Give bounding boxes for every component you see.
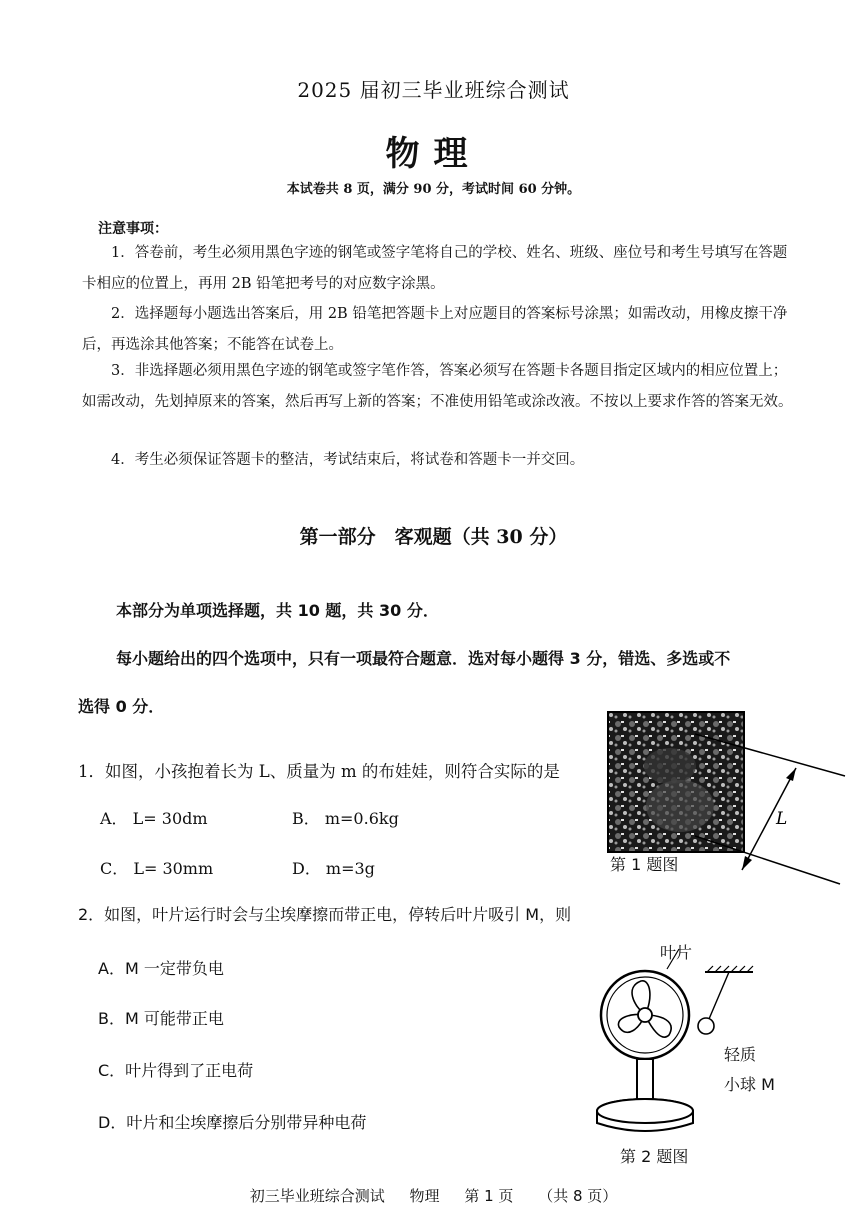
figure-1-caption: 第 1 题图 — [610, 855, 679, 874]
part-intro-line-1: 本部分为单项选择题，共 10 题，共 30 分． — [116, 601, 439, 620]
page-footer — [0, 1185, 867, 1206]
question-1-stem: 1．如图，小孩抱着长为 L、质量为 m 的布娃娃，则符合实际的是 — [78, 762, 560, 781]
footer-page-number: 第 1 页 — [464, 1187, 514, 1205]
footer-total-pages: （共 8 页） — [538, 1187, 618, 1205]
notice-item-4: 4．考生必须保证答题卡的整洁，考试结束后，将试卷和答题卡一并交回。 — [111, 452, 585, 468]
notice-item-3: 3．非选择题必须用黑色字迹的钢笔或签字笔作答，答案必须写在答题卡各题目指定区域内的相应位置上；如需改动，先划掉原来的答案，然后再写上新的答案；不准使用铅笔或涂改液。不按以上要求作答的答案无效。 — [82, 363, 793, 410]
question-2-stem: 2．如图，叶片运行时会与尘埃摩擦而带正电，停转后叶片吸引 M，则 — [78, 905, 572, 924]
exam-meta: 本试卷共 8 页，满分 90 分，考试时间 60 分钟。 — [286, 182, 581, 197]
subject-title: 物理 — [385, 134, 482, 174]
notice-item-1: 1．答卷前，考生必须用黑色字迹的钢笔或签字笔将自己的学校、姓名、班级、座位号和考生号填写在答题卡相应的位置上，再用 2B 铅笔把考号的对应数字涂黑。 — [82, 245, 788, 292]
figure-1-length-label: L — [776, 809, 788, 829]
figure-2-blade-label: 叶片 — [660, 943, 693, 962]
q1-option-d: D． m=3g — [292, 859, 375, 878]
dimension-line-bottom — [695, 836, 840, 884]
q2-option-d: D．叶片和尘埃摩擦后分别带异种电荷 — [98, 1113, 367, 1132]
part-intro-line-2: 每小题给出的四个选项中，只有一项最符合题意．选对每小题得 3 分，错选、多选或不 — [116, 649, 731, 668]
dimension-arrow-line — [742, 768, 796, 870]
q1-option-c: C． L= 30mm — [100, 859, 214, 878]
q1-option-b: B． m=0.6kg — [292, 809, 399, 828]
part-intro-line-3: 选得 0 分． — [78, 697, 165, 716]
figure-2-ball-label-line-1: 轻质 — [724, 1045, 757, 1064]
fan-hub — [638, 1008, 652, 1022]
figure-2-fan-diagram — [585, 935, 815, 1135]
notice-item-2: 2．选择题每小题选出答案后，用 2B 铅笔把答题卡上对应题目的答案标号涂黑；如需改动，用橡皮擦干净后，再选涂其他答案；不能答在试卷上。 — [82, 306, 788, 353]
footer-test-name: 初三毕业班综合测试 — [249, 1187, 385, 1205]
part-one-title: 第一部分 客观题（共 30 分） — [299, 526, 568, 548]
figure-2-caption: 第 2 题图 — [620, 1147, 689, 1166]
light-ball-m — [698, 1018, 714, 1034]
q2-option-c: C．叶片得到了正电荷 — [98, 1061, 254, 1080]
pendulum-thread — [709, 972, 729, 1019]
notice-heading: 注意事项： — [98, 221, 168, 237]
q2-option-a: A．M 一定带负电 — [98, 959, 224, 978]
q2-option-b: B．M 可能带正电 — [98, 1009, 224, 1028]
exam-title: 2025 届初三毕业班综合测试 — [297, 78, 570, 102]
q1-option-a: A． L= 30dm — [100, 809, 208, 828]
footer-subject: 物理 — [409, 1187, 440, 1205]
figure-2-ball-label-line-2: 小球 M — [724, 1075, 775, 1094]
fan-stand — [637, 1059, 653, 1101]
